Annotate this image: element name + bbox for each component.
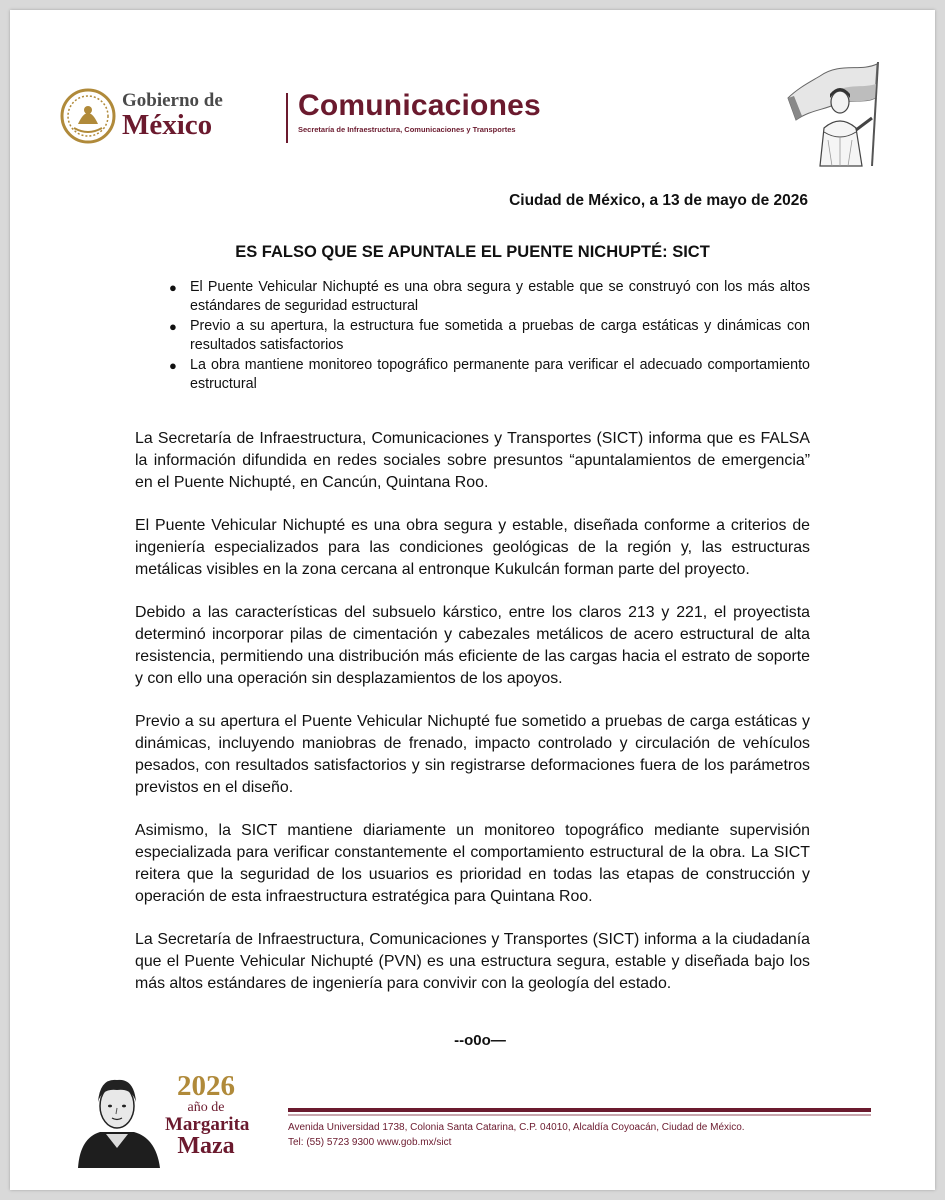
- closing-mark: --o0o—: [454, 1032, 506, 1049]
- year-subtitle: año de: [187, 1100, 225, 1115]
- margarita-maza-portrait: [70, 1068, 165, 1168]
- bullet-text: Previo a su apertura, la estructura fue sometida a pruebas de carga estáticas y dinámicas con resultados satisfactorios: [190, 318, 810, 353]
- summary-bullets: [165, 278, 810, 395]
- body-paragraph: La Secretaría de Infraestructura, Comunicaciones y Transportes (SICT) informa que es FALSA la información difundida en redes sociales sobre presuntos “apuntalamientos de emergencia” en el Puente Nichupté, en Cancún, Quintana Roo.: [135, 430, 810, 491]
- body-paragraph: Asimismo, la SICT mantiene diariamente un monitoreo topográfico mediante supervisión especializada para verificar constantemente el comportamiento estructural de la obra. La SICT reitera que la seguridad de los usuarios es prioridad en todas las etapas de construcción y operación de esta infraestructura estratégica para Quintana Roo.: [135, 822, 810, 905]
- national-seal-icon: [60, 88, 116, 144]
- list-item: [165, 356, 810, 394]
- gobierno-wordmark: [122, 91, 223, 140]
- brand-title: Comunicaciones: [298, 89, 541, 122]
- body-paragraph: El Puente Vehicular Nichupté es una obra segura y estable, diseñada conforme a criterios de ingeniería especializados para las condiciones geológicas de la región y, las estructuras metálicas visibles en la zona cercana al entronque Kukulcán forman parte del proyecto.: [135, 517, 810, 578]
- document-page: [10, 10, 935, 1190]
- page-title: ES FALSO QUE SE APUNTALE EL PUENTE NICHUPTÉ: SICT: [235, 243, 710, 261]
- comunicaciones-wordmark: [298, 91, 541, 134]
- body-paragraph: La Secretaría de Infraestructura, Comunicaciones y Transportes (SICT) informa a la ciudadanía que el Puente Vehicular Nichupté (PVN) es una estructura segura, estable y diseñada bajo los más altos estándares de ingeniería para convivir con la geología del estado.: [135, 931, 810, 992]
- government-logo: [60, 85, 541, 155]
- body-paragraph: Previo a su apertura el Puente Vehicular Nichupté fue sometido a pruebas de carga estáticas y dinámicas, incluyendo maniobras de frenado, impacto controlado y circulación de vehículos pesados, con resultados satisfactorios y sin registrarse deformaciones fuera de los parámetros previstos en el diseño.: [135, 713, 810, 796]
- bullet-text: La obra mantiene monitoreo topográfico permanente para verificar el adecuado comportamiento estructural: [190, 357, 810, 392]
- gobierno-line2: México: [122, 109, 213, 141]
- honoree-last-name: Maza: [177, 1133, 235, 1159]
- brand-subtitle: Secretaría de Infraestructura, Comunicaciones y Transportes: [298, 125, 516, 134]
- list-item: [165, 317, 810, 355]
- contact-line: Tel: (55) 5723 9300 www.gob.mx/sict: [288, 1137, 452, 1148]
- logo-divider: [286, 93, 288, 143]
- heroine-flag-illustration: [780, 58, 890, 168]
- footer-rule: [288, 1108, 871, 1112]
- list-item: [165, 278, 810, 316]
- honoree-first-name: Margarita: [165, 1114, 250, 1135]
- footer-rule-light: [288, 1114, 871, 1116]
- body-paragraph: Debido a las características del subsuelo kárstico, entre los claros 213 y 221, el proyectista determinó incorporar pilas de cimentación y cabezales metálicos de acero estructural de alta resistencia, permitiendo una distribución más eficiente de las cargas hacia el estrato de soporte y con ello una operación sin desplazamientos de los apoyos.: [135, 604, 810, 687]
- footer-address: [288, 1120, 745, 1150]
- gobierno-line1: Gobierno de: [122, 90, 223, 111]
- press-release-body: [135, 428, 810, 1016]
- date-line: Ciudad de México, a 13 de mayo de 2026: [509, 192, 808, 209]
- commemorative-year-logo: [165, 1070, 250, 1159]
- bullet-dot-icon: ●: [169, 280, 177, 295]
- bullet-dot-icon: ●: [169, 358, 177, 373]
- year-number: 2026: [177, 1070, 235, 1102]
- bullet-dot-icon: ●: [169, 319, 177, 334]
- bullet-text: El Puente Vehicular Nichupté es una obra segura y estable que se construyó con los más altos estándares de seguridad estructural: [190, 279, 810, 314]
- address-line: Avenida Universidad 1738, Colonia Santa Catarina, C.P. 04010, Alcaldía Coyoacán, Ciudad de México.: [288, 1122, 745, 1133]
